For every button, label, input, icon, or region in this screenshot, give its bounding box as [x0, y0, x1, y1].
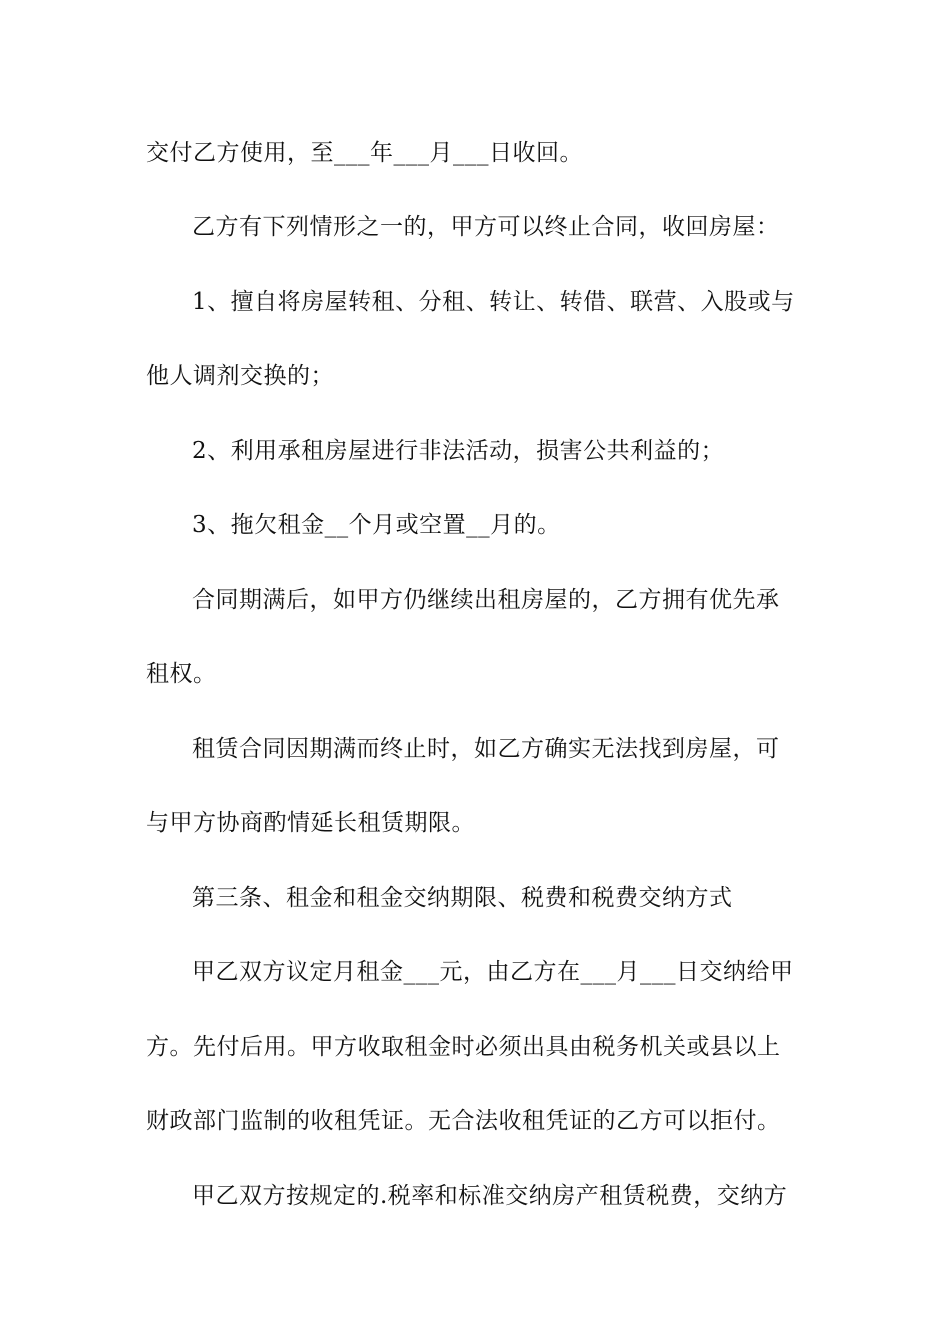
text-line-4: 他人调剂交换的；	[146, 363, 334, 389]
text-line-8: 租权。	[146, 661, 217, 687]
text-line-13: 方。先付后用。甲方收取租金时必须出具由税务机关或县以上	[146, 1034, 781, 1060]
text-line-1: 交付乙方使用，至___年___月___日收回。	[146, 140, 583, 166]
text-line-2: 乙方有下列情形之一的，甲方可以终止合同，收回房屋：	[192, 214, 780, 240]
text-line-11: 第三条、租金和租金交纳期限、税费和税费交纳方式	[192, 885, 733, 911]
text-line-10: 与甲方协商酌情延长租赁期限。	[146, 810, 475, 836]
text-line-3: 1、擅自将房屋转租、分租、转让、转借、联营、入股或与	[192, 289, 795, 315]
text-line-5: 2、利用承租房屋进行非法活动，损害公共利益的；	[192, 438, 725, 464]
text-line-15: 甲乙双方按规定的.税率和标准交纳房产租赁税费，交纳方	[192, 1183, 788, 1209]
text-line-14: 财政部门监制的收租凭证。无合法收租凭证的乙方可以拒付。	[146, 1108, 781, 1134]
text-line-12: 甲乙双方议定月租金___元，由乙方在___月___日交纳给甲	[192, 959, 794, 985]
text-line-9: 租赁合同因期满而终止时，如乙方确实无法找到房屋，可	[192, 736, 780, 762]
text-line-7: 合同期满后，如甲方仍继续出租房屋的，乙方拥有优先承	[192, 587, 780, 613]
text-line-6: 3、拖欠租金__个月或空置__月的。	[192, 512, 561, 538]
